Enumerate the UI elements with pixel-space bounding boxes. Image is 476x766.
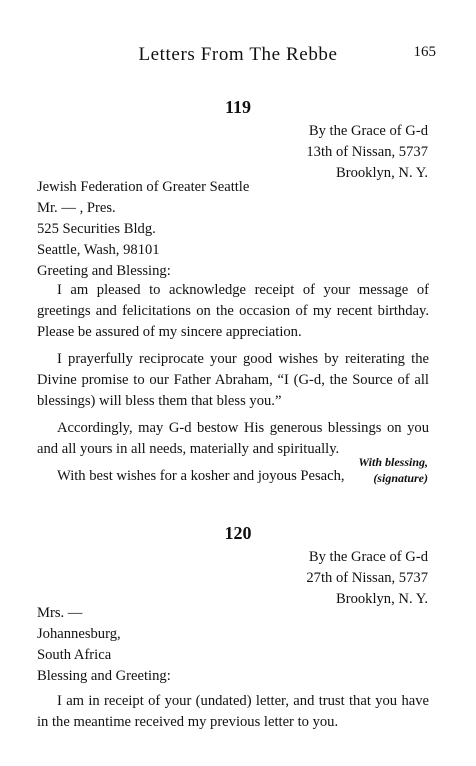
closing-signature: (signature) [373,471,428,485]
address-line: Mrs. — [37,605,83,621]
paragraph: I am pleased to acknowledge receipt of your message of greetings and felicitations on the occasion of my recent birthday. Please be assured of my sincere appreciation. [37,282,429,340]
dateline-date: 27th of Nissan, 5737 [306,570,428,586]
dateline-grace: By the Grace of G-d [308,549,428,565]
letter-120-body [37,691,429,739]
dateline-grace: By the Grace of G-d [308,123,428,139]
letter-number-119: 119 [224,97,251,117]
salutation: Greeting and Blessing: [37,263,171,279]
running-head [0,44,476,70]
letter-119-closing [358,454,428,486]
address-line: Mr. — , Pres. [37,200,116,216]
running-title: Letters From The Rebbe [138,44,338,65]
address-line: 525 Securities Bldg. [37,221,156,237]
closing-blessing: With blessing, [358,455,428,469]
address-line: Johannesburg, [37,626,121,642]
letter-119-dateline [306,121,428,184]
paragraph: I am in receipt of your (undated) letter, and trust that you have in the meantime received my previous letter to you. [37,693,429,730]
letter-119-address [37,177,249,282]
paragraph: I prayerfully reciprocate your good wishes by reiterating the Divine promise to our Father Abraham, “I (G-d, the Source of all blessings) will bless them that bless you.” [37,351,429,409]
address-line: South Africa [37,647,112,663]
letter-120-address [37,603,171,687]
paragraph: Accordingly, may G-d bestow His generous blessings on you and all yours in all needs, materially and spiritually. [37,420,429,457]
dateline-place: Brooklyn, N. Y. [335,165,428,181]
paragraph: With best wishes for a kosher and joyous Pesach, [57,468,345,484]
salutation: Blessing and Greeting: [37,668,171,684]
address-line: Jewish Federation of Greater Seattle [37,179,250,195]
dateline-place: Brooklyn, N. Y. [335,591,428,607]
dateline-date: 13th of Nissan, 5737 [306,144,428,160]
page-number: 165 [413,44,436,60]
letter-120-dateline [306,547,428,610]
letter-number-120: 120 [224,523,252,543]
address-line: Seattle, Wash, 98101 [37,242,160,258]
